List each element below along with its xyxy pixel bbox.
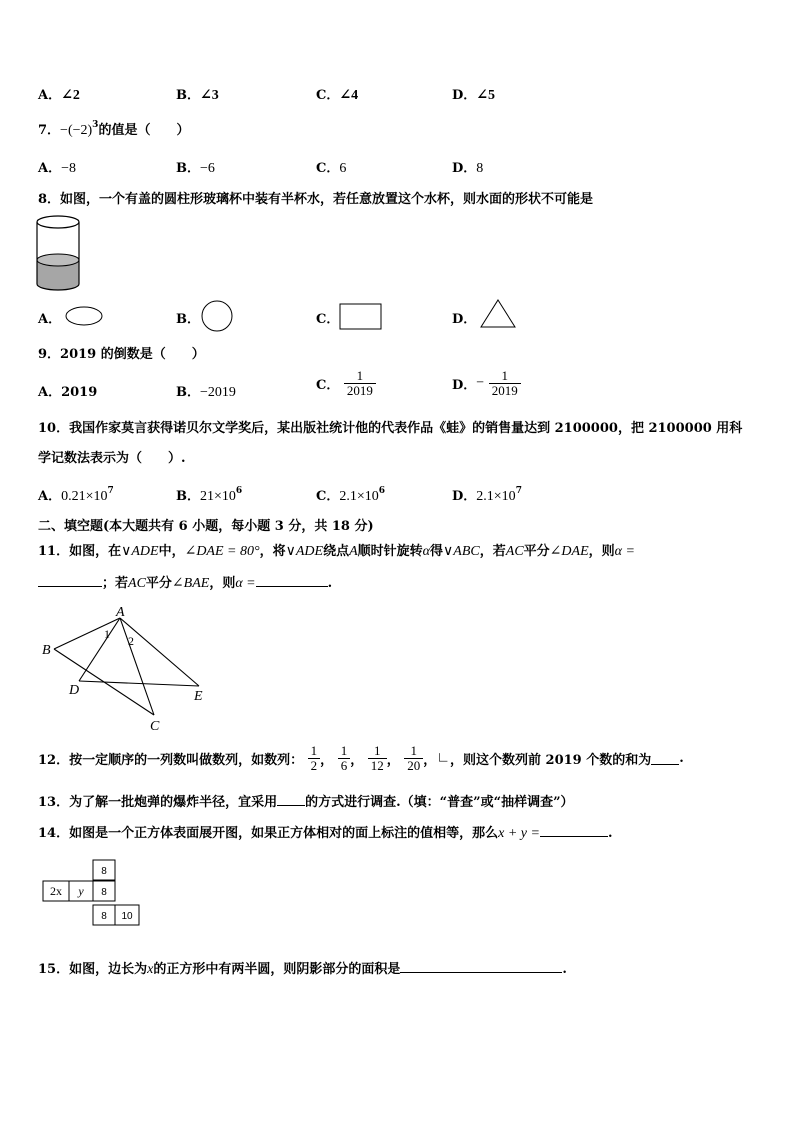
q6-option-d: D．∠5	[452, 88, 496, 103]
section-heading: 二、填空题(本大题共有 6 小题，每小题 3 分，共 18 分)	[38, 519, 374, 534]
q11-answer-blank-2[interactable]	[256, 574, 328, 587]
label-b: B	[42, 643, 51, 658]
q12-answer-blank[interactable]	[651, 752, 679, 765]
label-c: C	[150, 719, 160, 733]
net-cell-ten: 10	[121, 911, 133, 922]
q7-option-b: B．−6	[176, 161, 215, 176]
q8-option-c: C．	[316, 312, 340, 327]
cylinder-cup-figure	[34, 214, 82, 292]
q9-option-d: D．− $\frac{1}{2019}$	[452, 369, 521, 398]
q10-option-a: A．$0.21\times 10^7$	[38, 486, 114, 504]
q10-option-c: C．$2.1\times 10^6$	[316, 486, 386, 504]
q14-question: 14．如图是一个正方体表面展开图，如果正方体相对的面上标注的值相等，那么x + y = .	[38, 826, 613, 841]
label-a: A	[116, 605, 125, 620]
net-cell-y: y	[78, 884, 84, 898]
q9-option-b: B．−2019	[176, 385, 236, 400]
cube-net-figure	[38, 858, 144, 942]
q8-option-b: B．	[176, 312, 200, 327]
triangle-shape-icon	[479, 298, 517, 330]
q15-question: 15．如图，边长为x的正方形中有两半圆，则阴影部分的面积是 .	[38, 962, 567, 977]
q6-option-a: A．∠2	[38, 88, 80, 103]
q15-answer-blank[interactable]	[400, 960, 562, 973]
q9-option-c: C． $\frac{1}{2019}$	[316, 369, 376, 398]
q11-question-line2: ；若AC平分∠BAE，则α = .	[38, 572, 332, 592]
net-cell-mid: 8	[101, 887, 107, 898]
rectangle-shape-icon	[339, 303, 383, 331]
q13-answer-blank[interactable]	[277, 793, 305, 806]
net-cell-bottom: 8	[101, 911, 107, 922]
label-e: E	[194, 689, 203, 704]
q10-option-b: B．$21\times 10^6$	[176, 486, 243, 504]
q6-option-c: C．∠4	[316, 88, 359, 103]
q14-answer-blank[interactable]	[540, 824, 608, 837]
q7-option-a: A．−8	[38, 161, 76, 176]
q8-question: 8．如图，一个有盖的圆柱形玻璃杯中装有半杯水，若任意放置这个水杯，则水面的形状不可能是	[38, 192, 594, 207]
circle-shape-icon	[200, 299, 234, 333]
q10-option-d: D．$2.1\times 10^7$	[452, 486, 522, 504]
label-angle-2: 2	[128, 634, 134, 648]
q12-question: 12．按一定顺序的一列数叫做数列，如数列： $\frac{1}{2}$ ， $\frac{1}{6}$ ， $\frac{1}{12}$ ， $\frac{1}{20}$ ，∟，则这个数列前 2019 个数的和为 .	[38, 743, 684, 773]
q10-question-line2: 学记数法表示为（ ）.	[38, 451, 186, 466]
q11-question-line1: 11．如图，在∨ADE中，∠DAE = 80°，将∨ADE绕点A顺时针旋转α得∨ABC，若AC平分∠DAE，则α =	[38, 544, 635, 559]
q8-option-a: A．	[38, 312, 62, 327]
q7-option-c: C．6	[316, 161, 347, 176]
label-d: D	[69, 683, 80, 698]
q10-question-line1: 10．我国作家莫言获得诺贝尔文学奖后，某出版社统计他的代表作品《蛙》的销售量达到 2100000，把 2100000 用科	[38, 421, 743, 436]
ellipse-shape-icon	[64, 305, 104, 327]
q13-question: 13．为了解一批炮弹的爆炸半径，宜采用 的方式进行调查.（填：“普查”或“抽样调查”）	[38, 795, 574, 810]
q9-question: 9．2019 的倒数是（ ）	[38, 347, 205, 362]
q7-option-d: D．8	[452, 161, 484, 176]
q9-option-a: A．2019	[38, 385, 98, 400]
label-angle-1: 1	[104, 627, 110, 641]
q6-option-b: B．∠3	[176, 88, 219, 103]
net-cell-2x: 2x	[50, 884, 62, 898]
q7-question: 7．$-(-2)^3$的值是（ ）	[38, 120, 190, 138]
net-cell-top: 8	[101, 866, 107, 877]
q8-option-d: D．	[452, 312, 477, 327]
rotated-triangles-figure	[36, 603, 222, 733]
q11-answer-blank-1[interactable]	[38, 574, 102, 587]
